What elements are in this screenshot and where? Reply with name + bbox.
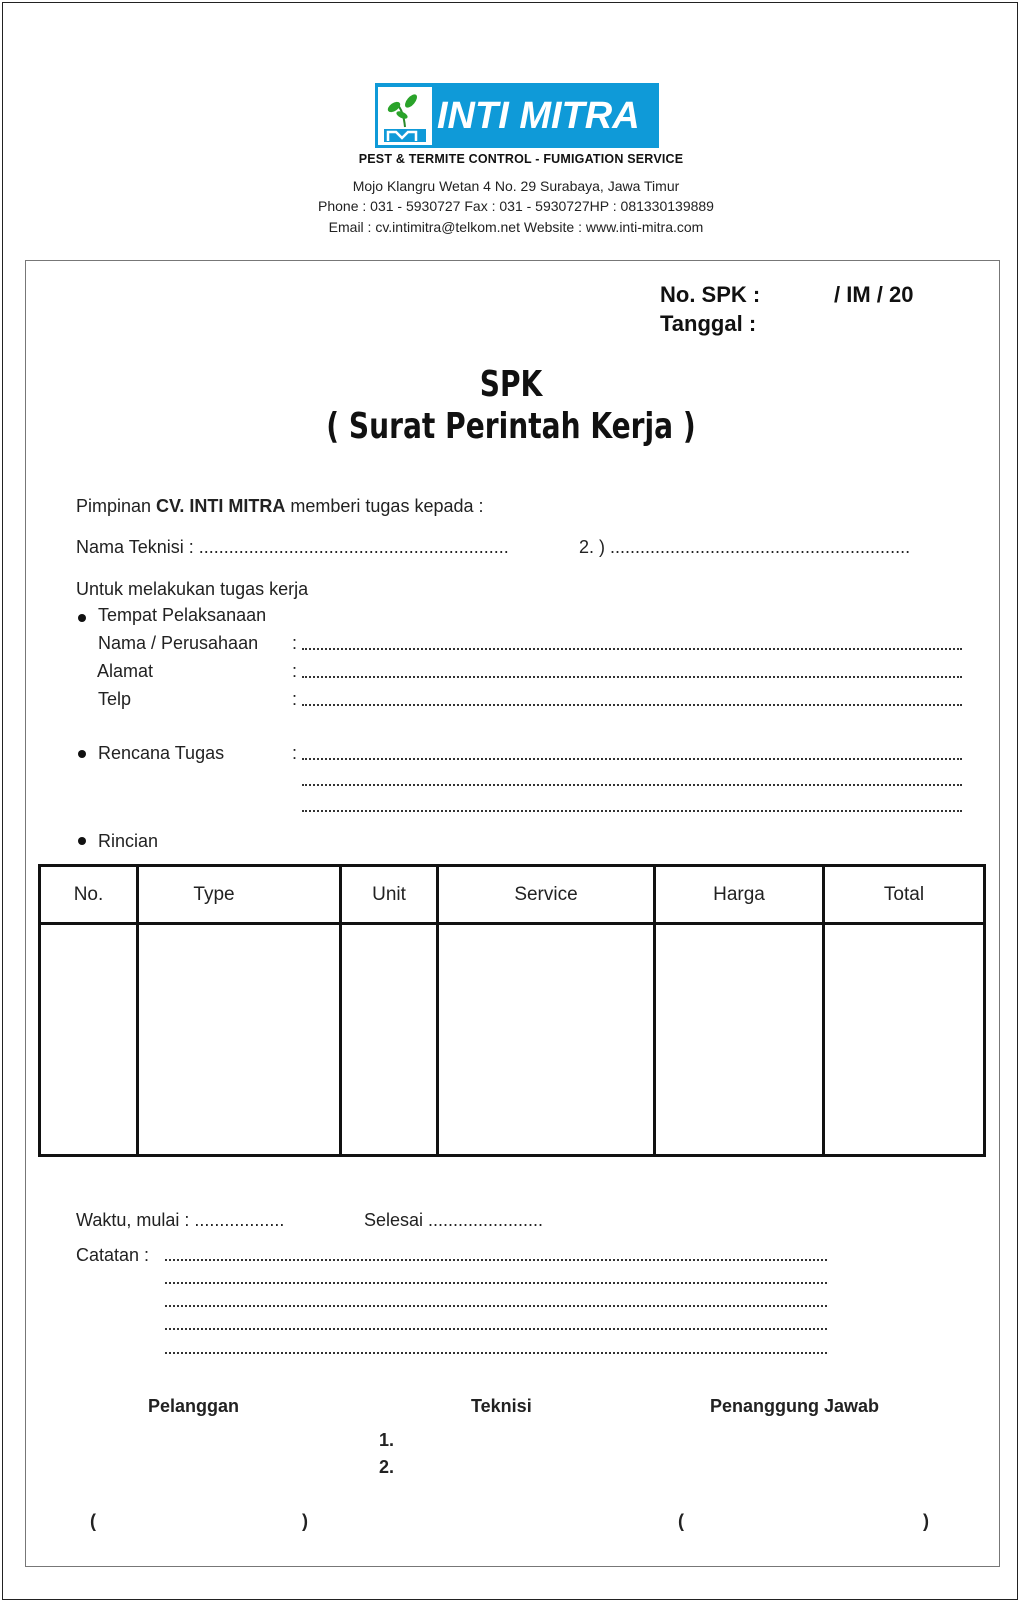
company-address: Mojo Klangru Wetan 4 No. 29 Surabaya, Jawa Timur bbox=[352, 178, 680, 194]
catatan-field-2[interactable] bbox=[165, 1282, 827, 1284]
table-header-service: Service bbox=[514, 883, 578, 905]
alamat-field[interactable] bbox=[302, 676, 962, 678]
nama-perusahaan-label: Nama / Perusahaan bbox=[98, 633, 259, 653]
telp-field[interactable] bbox=[302, 704, 962, 706]
pj-paren-open: ( bbox=[678, 1511, 684, 1531]
waktu-selesai: Selesai ....................... bbox=[364, 1210, 544, 1230]
pelanggan-paren-open: ( bbox=[90, 1511, 96, 1531]
telp-label: Telp bbox=[98, 689, 132, 709]
tempat-label: Tempat Pelaksanaan bbox=[98, 605, 267, 625]
company-email: Email : cv.intimitra@telkom.net Website : www.inti-mitra.com bbox=[328, 219, 704, 235]
table-header-type: Type bbox=[193, 883, 235, 905]
signature-penanggung-jawab: Penanggung Jawab bbox=[710, 1396, 880, 1416]
catatan-label: Catatan : bbox=[76, 1245, 150, 1265]
teknisi-line: Nama Teknisi : .............................................................. bbox=[76, 537, 509, 557]
company-phone: Phone : 031 - 5930727 Fax : 031 - 5930727HP : 081330139889 bbox=[318, 198, 714, 214]
table-header-unit: Unit bbox=[372, 883, 406, 905]
rencana-label: Rencana Tugas bbox=[98, 743, 225, 763]
teknisi-number-1: 1. bbox=[379, 1430, 395, 1450]
rincian-label: Rincian bbox=[98, 831, 159, 851]
telp-colon: : bbox=[292, 689, 298, 709]
table-header-total: Total bbox=[883, 883, 925, 905]
rencana-colon: : bbox=[292, 743, 298, 763]
company-logo bbox=[375, 83, 659, 148]
table-header-no: No. bbox=[73, 883, 104, 905]
intro-company: CV. INTI MITRA bbox=[156, 496, 286, 516]
rencana-field-1[interactable] bbox=[302, 758, 962, 760]
nama-field[interactable] bbox=[302, 648, 962, 650]
nama-colon: : bbox=[292, 633, 298, 653]
catatan-field-3[interactable] bbox=[165, 1305, 827, 1307]
catatan-field-5[interactable] bbox=[165, 1352, 827, 1354]
bullet-icon bbox=[78, 750, 86, 758]
rincian-table bbox=[38, 864, 986, 1157]
task-intro: Untuk melakukan tugas kerja bbox=[76, 579, 309, 599]
tanggal-label: Tanggal : bbox=[660, 311, 757, 336]
page-subtitle: ( Surat Perintah Kerja ) bbox=[326, 406, 696, 447]
pj-paren-close: ) bbox=[923, 1511, 929, 1531]
bullet-icon bbox=[78, 837, 86, 845]
table-header-divider bbox=[41, 922, 983, 925]
page-title: SPK bbox=[479, 364, 543, 405]
company-tagline: PEST & TERMITE CONTROL - FUMIGATION SERVICE bbox=[358, 152, 684, 166]
rencana-field-3[interactable] bbox=[302, 810, 962, 812]
signature-teknisi: Teknisi bbox=[471, 1396, 532, 1416]
alamat-label: Alamat bbox=[97, 661, 154, 681]
teknisi-number-2: 2. bbox=[379, 1457, 395, 1477]
teknisi-second: 2. ) ............................................................ bbox=[579, 537, 911, 557]
signature-pelanggan: Pelanggan bbox=[148, 1396, 240, 1416]
no-spk-label: No. SPK : bbox=[660, 282, 761, 307]
company-name: INTI MITRA bbox=[437, 94, 640, 137]
table-header-harga: Harga bbox=[713, 883, 765, 905]
bullet-icon bbox=[78, 614, 86, 622]
rencana-field-2[interactable] bbox=[302, 784, 962, 786]
no-spk-suffix: / IM / 20 bbox=[834, 282, 914, 307]
leaf-emblem-icon bbox=[377, 86, 433, 146]
catatan-field-4[interactable] bbox=[165, 1328, 827, 1330]
alamat-colon: : bbox=[292, 661, 298, 681]
waktu-mulai: Waktu, mulai : .................. bbox=[76, 1210, 285, 1230]
pelanggan-paren-close: ) bbox=[302, 1511, 308, 1531]
catatan-field-1[interactable] bbox=[165, 1259, 827, 1261]
intro-line: Pimpinan CV. INTI MITRA memberi tugas kepada : bbox=[76, 496, 484, 516]
